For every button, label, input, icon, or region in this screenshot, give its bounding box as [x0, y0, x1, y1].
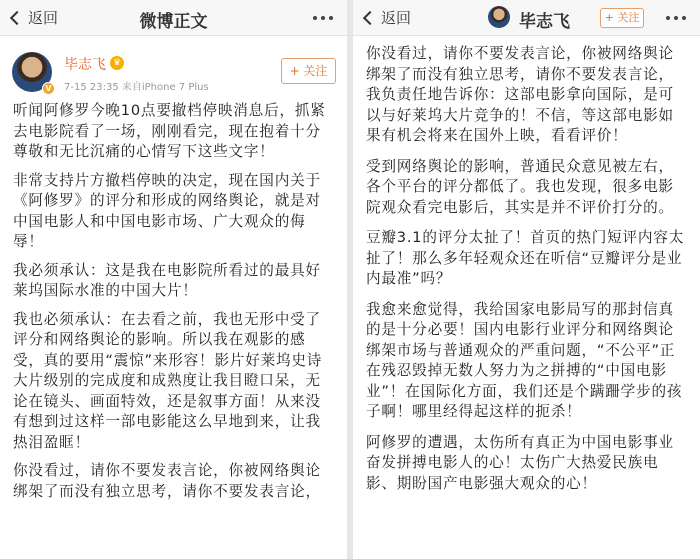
left-screenshot-panel: [0, 0, 347, 559]
right-nav-bar: [353, 0, 700, 36]
username[interactable]: 毕志飞: [64, 57, 106, 73]
follow-button[interactable]: + 关注: [281, 58, 336, 84]
chevron-left-icon: [363, 11, 377, 25]
post-text-line: 以与好莱坞大片竞争的！不信，等这部电影如: [366, 106, 674, 124]
left-nav-bar: [0, 0, 347, 36]
post-text-line: 果有机会将来在国外上映，看看评价！: [366, 127, 628, 144]
post-text-line: 绑架了而没有独立思考，请你不要发表言论，: [13, 482, 321, 500]
post-text-line: 尊敬和无比沉痛的心情写下这些文字！: [13, 143, 275, 160]
right-nav-title: 毕志飞: [519, 12, 570, 32]
post-text-line: 奋发拼搏电影人的心！太伤广大热爱民族电: [366, 454, 659, 471]
post-text-line: 各个平台的评分都低了。我也发现，很多电影: [366, 178, 674, 195]
post-text-line: 大片级别的完成度和成熟度让我目瞪口呆，无: [13, 372, 321, 389]
post-body: [13, 101, 326, 502]
post-text-line: 扯了！那么多年轻观众还在听信“豆瓣评分是业: [366, 249, 683, 267]
post-text-line: 我必须承认：这是我在电影院所看过的最具好: [13, 261, 321, 279]
post-text-line: 绑架了而没有独立思考，请你不要发表言论，: [366, 65, 674, 83]
nav-avatar[interactable]: [488, 6, 510, 28]
post-text-line: 受到网络舆论的影响，普通民众意见被左右，: [366, 157, 674, 175]
nav-follow-button[interactable]: + 关注: [600, 8, 644, 28]
post-text-line: 你没看过，请你不要发表言论，你被网络舆论: [366, 45, 674, 62]
post-body-continued: [366, 44, 684, 494]
paragraph-gap: [13, 163, 326, 171]
paragraph-gap: [13, 253, 326, 261]
verified-badge-icon: V: [42, 82, 55, 95]
post-text-line: 去电影院看了一场，刚刚看完，现在抱着十分: [13, 122, 321, 140]
paragraph-gap: [366, 290, 684, 300]
post-text-line: 业”！在国际化方面，我们还是个蹒跚学步的孩: [366, 382, 683, 400]
right-screenshot-panel: [353, 0, 700, 559]
post-text-line: 中国电影人和中国电影市场、广大观众的侮: [13, 212, 306, 230]
more-options-icon[interactable]: [666, 16, 686, 20]
paragraph-gap: [366, 218, 684, 228]
post-text-line: 我愈来愈觉得，我给国家电影局写的那封信真: [366, 300, 674, 318]
right-back-label: 返回: [381, 9, 412, 27]
paragraph-gap: [366, 147, 684, 157]
right-back-button[interactable]: [361, 8, 411, 28]
post-text-line: 豆瓣3.1的评分太扯了！首页的热门短评内容太: [366, 229, 685, 246]
post-text-line: 莱坞国际水准的中国大片！: [13, 282, 198, 299]
post-text-line: 内最准”吗？: [366, 270, 452, 287]
post-text-line: 院观众看完电影后，其实是并不评价打分的。: [366, 198, 674, 216]
post-text-line: 评分和网络舆论的影响。所以我在观影的感: [13, 331, 306, 348]
post-text-line: 你没看过，请你不要发表言论，你被网络舆论: [13, 462, 321, 479]
post-text-line: 绑架市场与普通观众的严重问题，“不公平”正: [366, 341, 676, 359]
post-text-line: 受，真的要用“震惊”来形容！影片好莱坞史诗: [13, 351, 323, 369]
post-meta: 7-15 23:35 来自iPhone 7 Plus: [64, 82, 209, 93]
post-text-line: 有想到过这样一部电影能这么早地到来，让我: [13, 413, 321, 430]
post-text-line: 我负责任地告诉你：这部电影拿向国际，是可: [366, 86, 674, 103]
post-text-line: 论在镜头、画面特效，还是叙事方面！从来没: [13, 392, 321, 410]
post-text-line: 阿修罗的遭遇，太伤所有真正为中国电影事业: [366, 433, 674, 451]
post-text-line: 辱！: [13, 233, 44, 250]
crown-badge-icon: ♛: [110, 56, 124, 70]
more-options-icon[interactable]: [313, 16, 333, 20]
paragraph-gap: [13, 453, 326, 461]
post-text-line: 非常支持片方撤档停映的决定，现在国内关于: [13, 171, 321, 189]
post-text-line: 听闻阿修罗今晚10点要撤档停映消息后，抓紧: [13, 102, 326, 119]
post-text-line: 我也必须承认：在去看之前，我也无形中受了: [13, 310, 321, 328]
post-text-line: 影、期盼国产电影强大观众的心！: [366, 474, 597, 492]
left-nav-title: 微博正文: [139, 12, 208, 32]
post-text-line: 在残忍毁掉无数人努力为之拼搏的“中国电影: [366, 362, 667, 379]
paragraph-gap: [366, 423, 684, 433]
post-text-line: 《阿修罗》的评分和形成的网络舆论，就是对: [13, 192, 321, 209]
post-text-line: 子啊！哪里经得起这样的扼杀！: [366, 403, 582, 420]
paragraph-gap: [13, 302, 326, 310]
post-text-line: 热泪盈眶！: [13, 433, 90, 451]
left-back-label: 返回: [28, 9, 59, 27]
post-text-line: 的是十分必要！国内电影行业评分和网络舆论: [366, 321, 674, 338]
